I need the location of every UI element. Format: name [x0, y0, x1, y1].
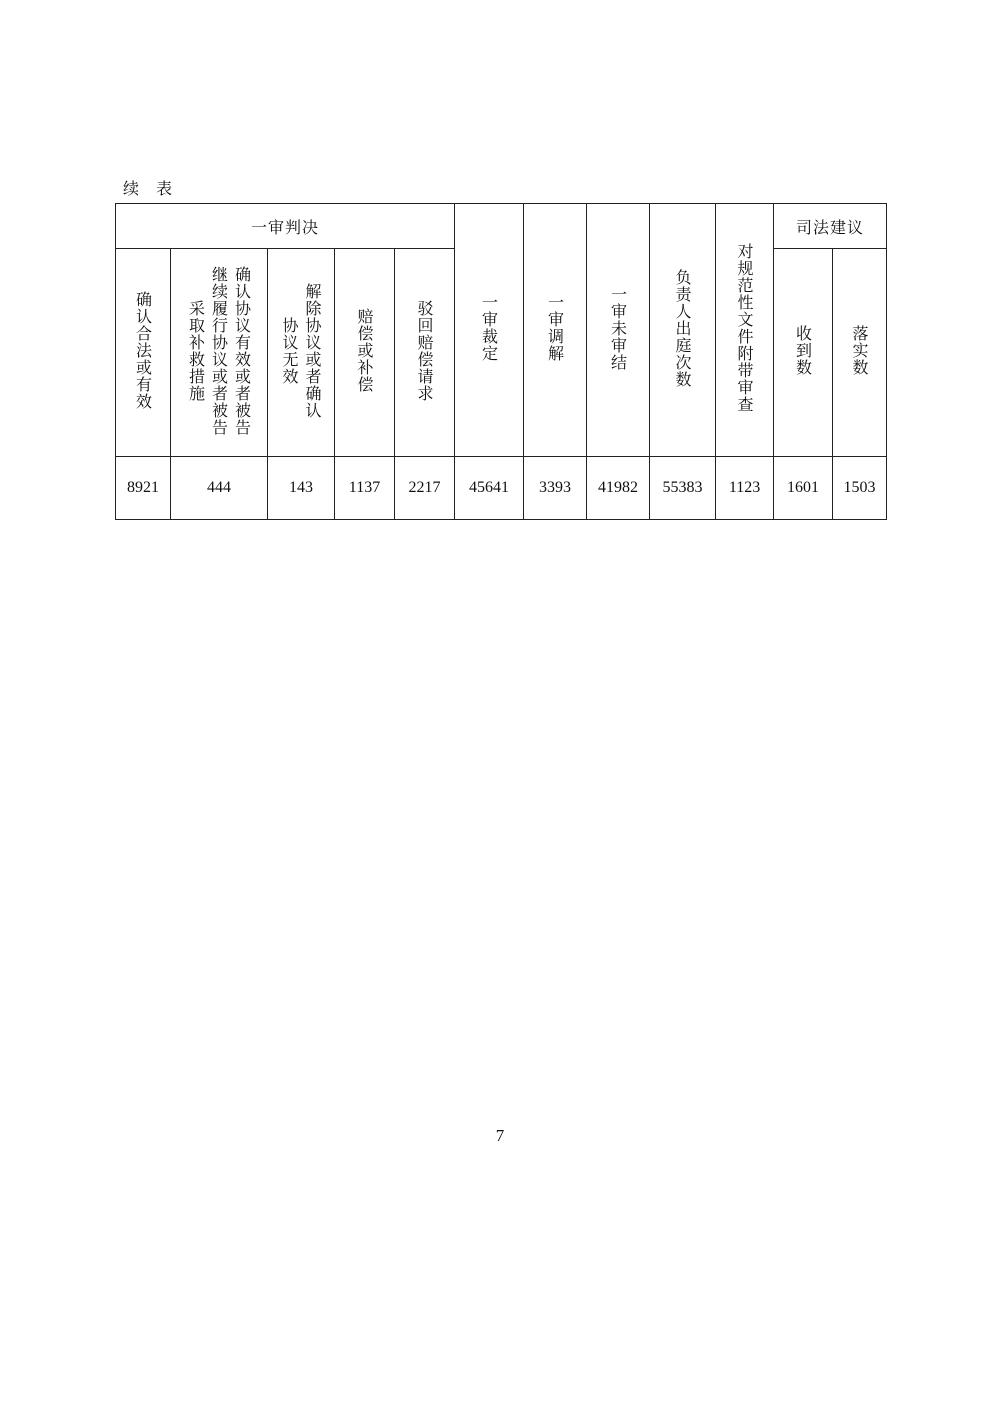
table-caption: 续 表 — [123, 179, 179, 198]
header-confirm-agreement-remedy: 确认协议有效或者被告继续履行协议或者被告采取补救措施 — [171, 249, 268, 457]
header-reject-compensation: 驳回赔偿请求 — [395, 249, 455, 457]
page-number: 7 — [495, 1126, 505, 1145]
header-first-instance-mediation: 一审调解 — [524, 204, 587, 457]
table-cell: 444 — [171, 457, 268, 520]
header-suggestions-received: 收到数 — [774, 249, 833, 457]
table-cell: 45641 — [455, 457, 524, 520]
table-cell: 1137 — [335, 457, 395, 520]
header-first-instance-ruling: 一审裁定 — [455, 204, 524, 457]
table-row — [116, 457, 887, 520]
table-cell: 8921 — [116, 457, 171, 520]
table-cell: 3393 — [524, 457, 587, 520]
table-cell: 55383 — [650, 457, 716, 520]
header-first-instance-pending: 一审未审结 — [587, 204, 650, 457]
table-cell: 1123 — [716, 457, 774, 520]
header-confirm-legal-valid: 确认合法或有效 — [116, 249, 171, 457]
group-header-judicial-suggestions: 司法建议 — [774, 204, 887, 249]
table-cell: 2217 — [395, 457, 455, 520]
table-cell: 143 — [268, 457, 335, 520]
header-compensation: 赔偿或补偿 — [335, 249, 395, 457]
header-terminate-agreement: 解除协议或者确认协议无效 — [268, 249, 335, 457]
group-header-first-instance-judgment: 一审判决 — [116, 204, 455, 249]
table-cell: 41982 — [587, 457, 650, 520]
header-normative-document-review: 对规范性文件附带审查 — [716, 204, 774, 457]
statistics-table — [115, 203, 887, 520]
table-cell: 1601 — [774, 457, 833, 520]
table-cell: 1503 — [833, 457, 887, 520]
header-official-appearance-count: 负责人出庭次数 — [650, 204, 716, 457]
header-suggestions-implemented: 落实数 — [833, 249, 887, 457]
